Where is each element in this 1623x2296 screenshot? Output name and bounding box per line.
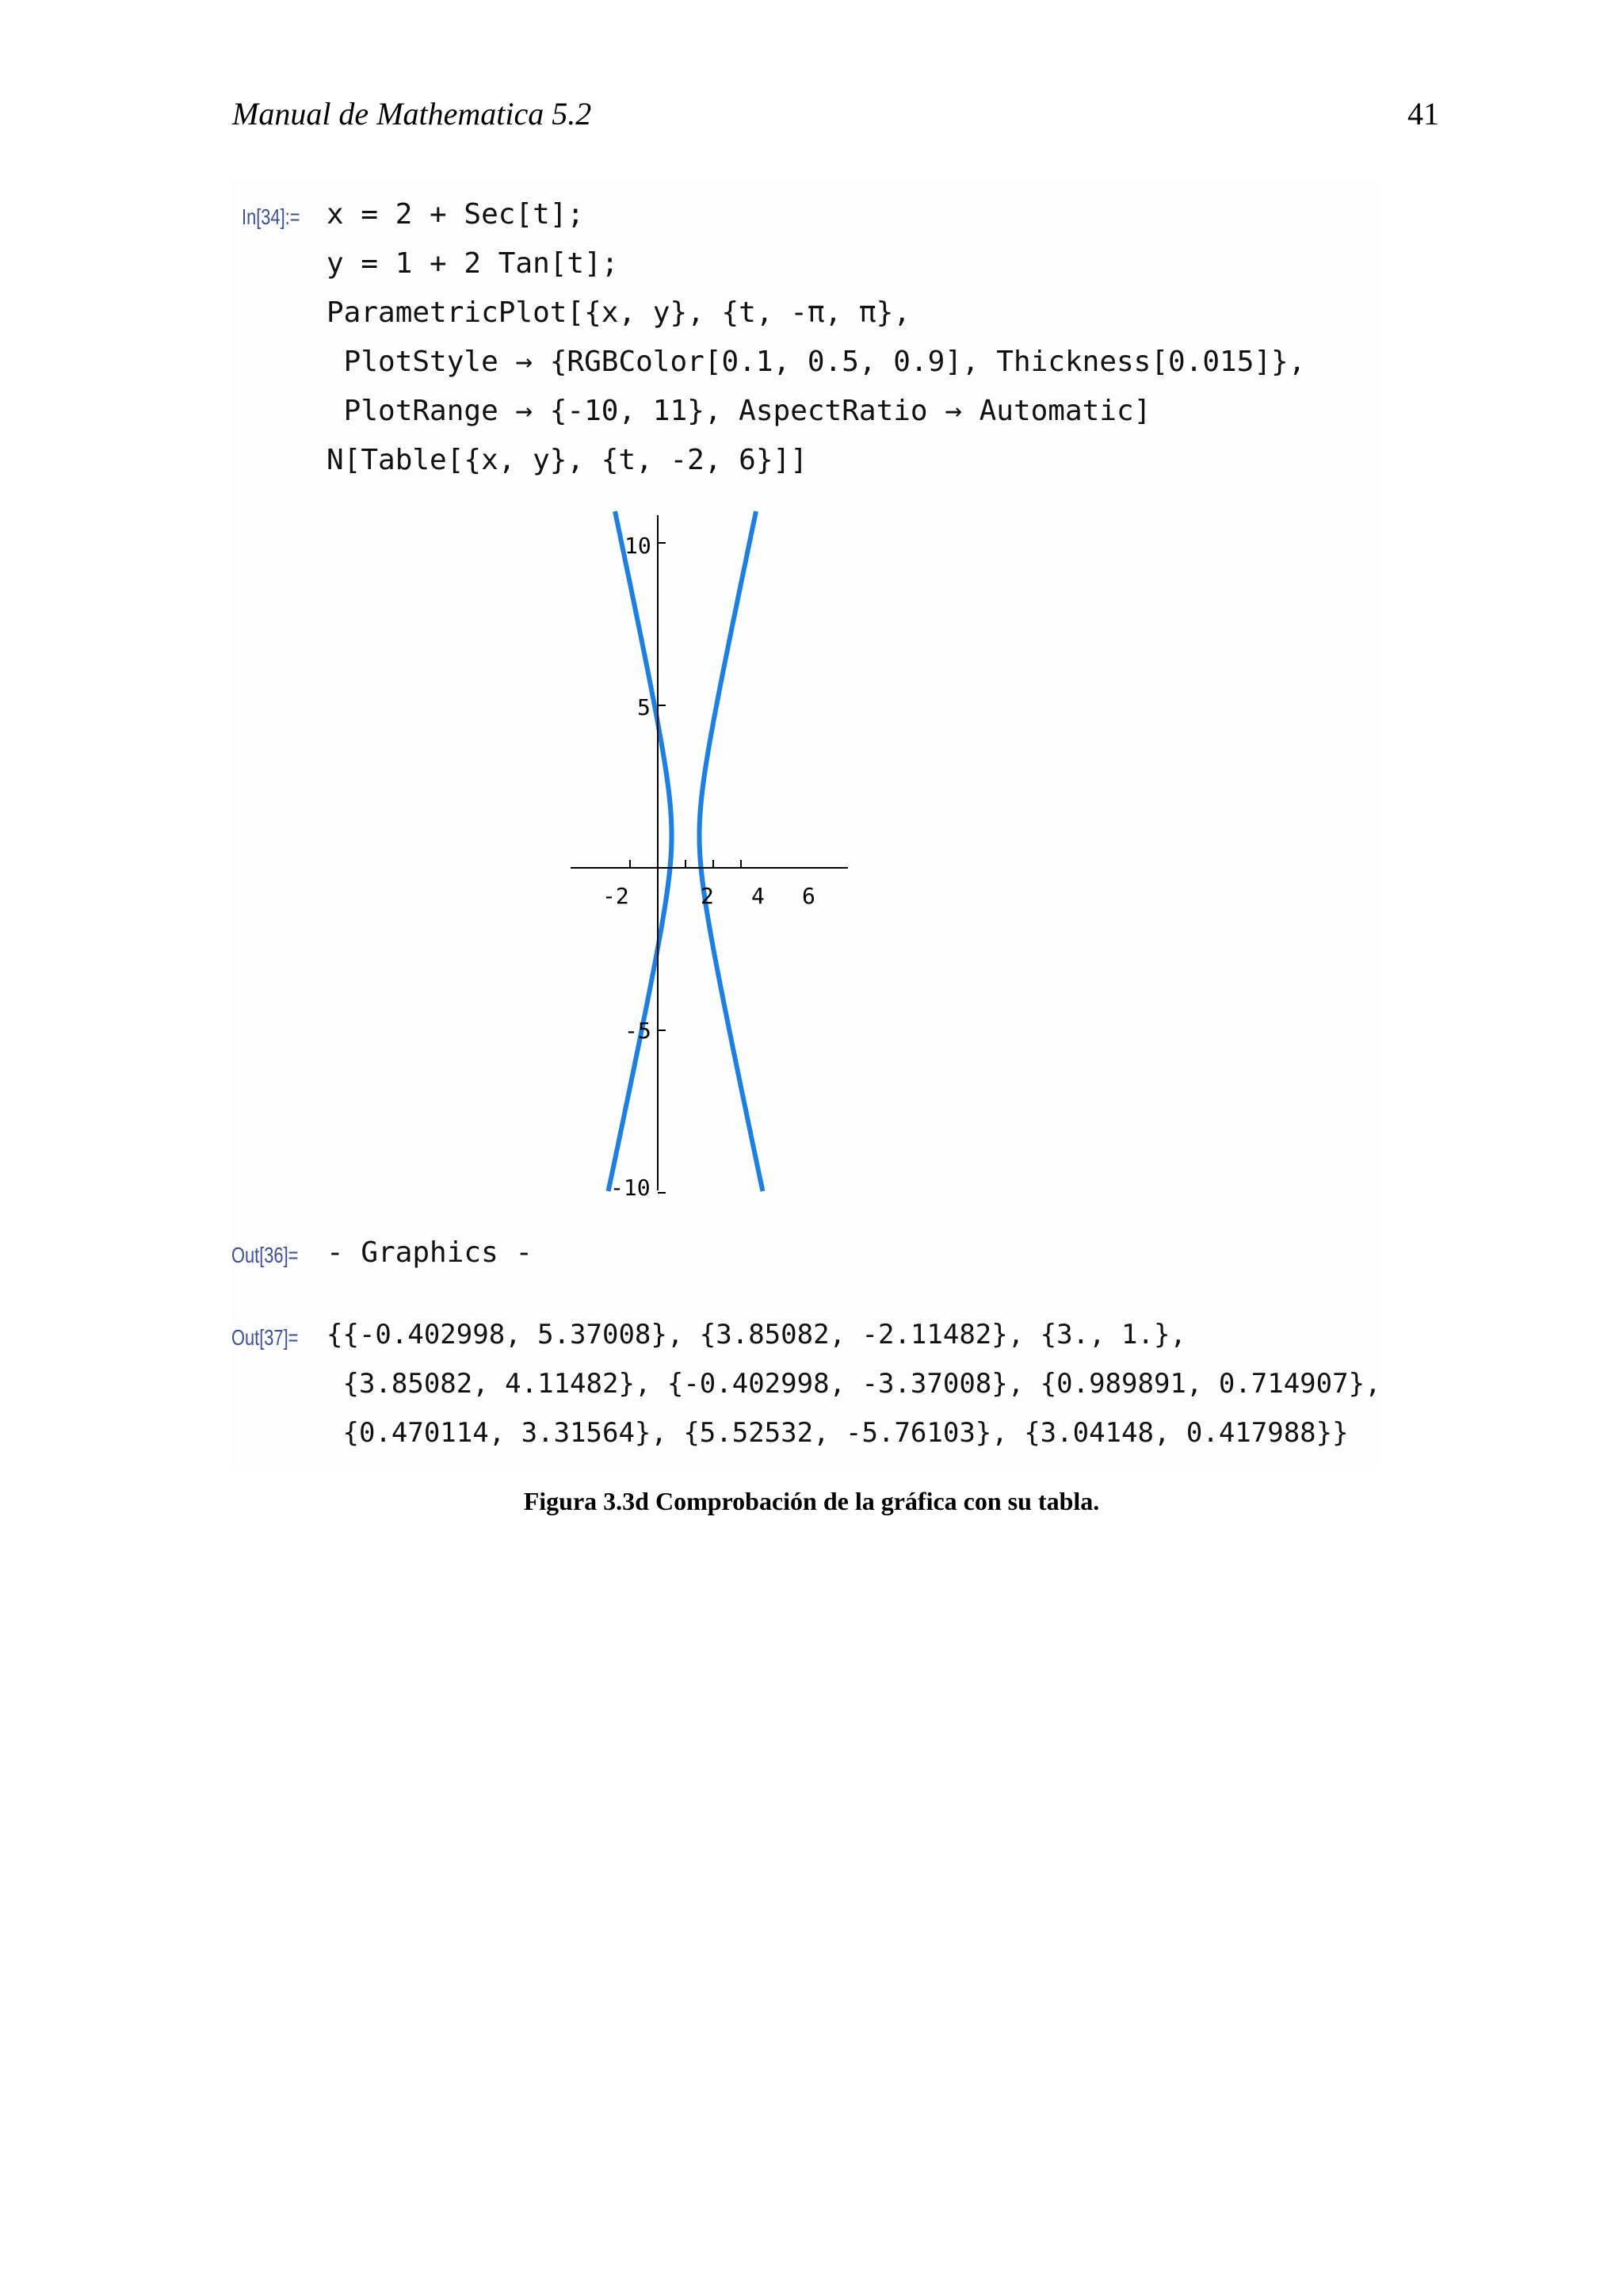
curve-branch-1 [615, 511, 672, 835]
x-tick-label: 4 [751, 883, 765, 909]
figure-caption: Figura 3.3d Comprobación de la gráfica con su tabla. [523, 1487, 1100, 1515]
code-line-3: ParametricPlot[{x, y}, {t, -π, π}, [327, 296, 911, 329]
table-output-line-2: {3.85082, 4.11482}, {-0.402998, -3.37008}, {0.989891, 0.714907}, [327, 1368, 1381, 1400]
curve-branch-2 [700, 511, 763, 1191]
parametric-plot [555, 507, 872, 1205]
x-tick-label: 2 [701, 883, 714, 909]
code-line-5: PlotRange → {-10, 11}, AspectRatio → Automatic] [327, 395, 1151, 427]
code-line-2: y = 1 + 2 Tan[t]; [327, 247, 619, 280]
output-graphics-label: Out[36]= [231, 1243, 299, 1267]
code-line-4: PlotStyle → {RGBColor[0.1, 0.5, 0.9], Thickness[0.015]}, [327, 346, 1306, 378]
x-tick-label: -2 [602, 883, 629, 909]
y-tick-label: -5 [624, 1018, 651, 1044]
y-tick-label: 10 [624, 533, 651, 559]
x-tick-label: 6 [802, 883, 815, 909]
y-tick-label: 5 [637, 694, 651, 720]
table-output-line-1: {{-0.402998, 5.37008}, {3.85082, -2.11482}, {3., 1.}, [327, 1319, 1186, 1350]
output-table-label: Out[37]= [231, 1325, 299, 1350]
graphics-output: - Graphics - [327, 1236, 533, 1269]
code-line-1: x = 2 + Sec[t]; [327, 198, 585, 231]
table-output-line-3: {0.470114, 3.31564}, {5.52532, -5.76103}, {3.04148, 0.417988}} [327, 1417, 1349, 1449]
page-number: 41 [1407, 96, 1439, 132]
y-tick-label: -10 [610, 1175, 651, 1201]
code-line-6: N[Table[{x, y}, {t, -2, 6}]] [327, 444, 808, 476]
running-header-title: Manual de Mathematica 5.2 [232, 96, 592, 132]
input-cell-label: In[34]:= [242, 204, 300, 229]
